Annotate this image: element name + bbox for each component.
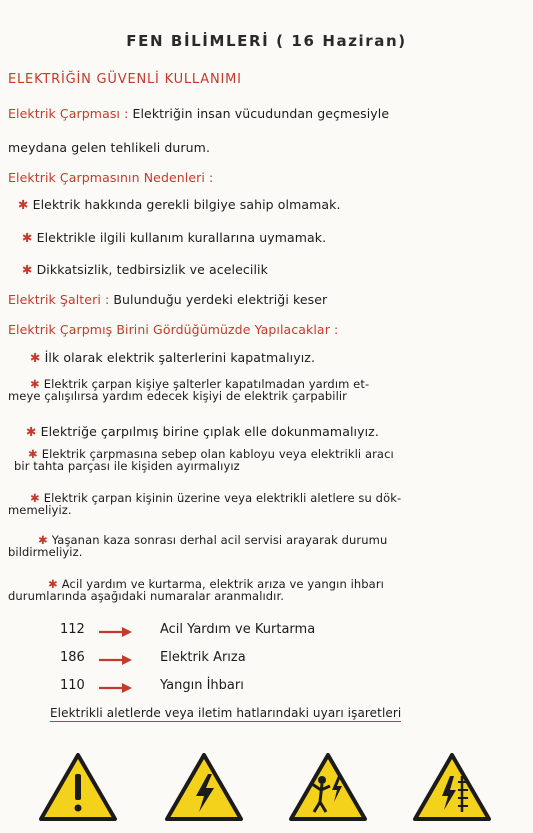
definition-term: Elektrik Çarpması :: [8, 106, 129, 121]
page-title: FEN BİLİMLERİ ( 16 Haziran): [126, 32, 407, 50]
section-heading: ELEKTRİĞİN GÜVENLİ KULLANIMI: [8, 72, 242, 87]
todo-text: Yaşanan kaza sonrası derhal acil servisi arayarak durumu: [51, 533, 388, 547]
emergency-number: 186: [60, 650, 85, 665]
todo-text: Elektrik çarpan kişiye şalterler kapatılmadan yardım et-: [43, 377, 370, 391]
todo-text-continued: meye çalışılırsa yardım edecek kişiyi de elektrik çarpabilir: [8, 389, 348, 403]
definition-text-continued: meydana gelen tehlikeli durum.: [8, 140, 211, 155]
cause-item: [22, 230, 326, 245]
definition-breaker: [8, 292, 327, 307]
todo-item: [8, 492, 401, 516]
star-bullet-icon: ✱: [22, 262, 33, 277]
definition-text: Bulunduğu yerdeki elektriği keser: [113, 292, 328, 307]
cause-text: Elektrikle ilgili kullanım kurallarına uymamak.: [36, 230, 327, 245]
star-bullet-icon: ✱: [48, 577, 58, 591]
causes-title: Elektrik Çarpmasının Nedenleri :: [8, 170, 214, 185]
lightning-warning-icon: [164, 752, 244, 822]
cause-item: [22, 262, 268, 277]
star-bullet-icon: ✱: [30, 491, 40, 505]
emergency-label: Elektrik Arıza: [160, 650, 246, 665]
definition-text: Elektriğin insan vücudundan geçmesiyle: [132, 106, 390, 121]
todo-text-continued: bir tahta parçası ile kişiden ayırmalıyız: [14, 459, 240, 473]
todo-title: Elektrik Çarpmış Birini Gördüğümüzde Yapılacaklar :: [8, 322, 339, 337]
warning-signs-row: [0, 752, 533, 827]
cause-text: Elektrik hakkında gerekli bilgiye sahip olmamak.: [32, 197, 341, 212]
cause-item: [18, 197, 341, 212]
todo-item: [8, 378, 369, 402]
electrocution-warning-icon: [288, 752, 368, 822]
star-bullet-icon: ✱: [26, 424, 37, 439]
todo-text: Elektrik çarpan kişinin üzerine veya elektrikli aletlere su dök-: [43, 491, 402, 505]
todo-text: Acil yardım ve kurtarma, elektrik arıza ve yangın ihbarı: [61, 577, 384, 591]
todo-text-continued: bildirmeliyiz.: [8, 545, 83, 559]
cause-text: Dikkatsizlik, tedbirsizlik ve acelecilik: [36, 262, 268, 277]
definition-term: Elektrik Şalteri :: [8, 292, 110, 307]
todo-text: Elektrik çarpmasına sebep olan kabloyu veya elektrikli aracı: [41, 447, 394, 461]
arrow-right-icon: [98, 627, 132, 637]
todo-item: [14, 448, 394, 472]
definition-electric-shock: [8, 106, 389, 121]
star-bullet-icon: ✱: [38, 533, 48, 547]
todo-item: [30, 350, 315, 365]
todo-text: İlk olarak elektrik şalterlerini kapatmalıyız.: [44, 350, 316, 365]
star-bullet-icon: ✱: [18, 197, 29, 212]
todo-item: [8, 578, 384, 602]
todo-text-continued: memeliyiz.: [8, 503, 72, 517]
todo-item: [26, 424, 379, 439]
todo-item: [8, 534, 387, 558]
todo-text-continued: durumlarında aşağıdaki numaralar aranmalıdır.: [8, 589, 285, 603]
star-bullet-icon: ✱: [30, 377, 40, 391]
high-voltage-warning-icon: [412, 752, 492, 822]
arrow-right-icon: [98, 655, 132, 665]
emergency-number: 112: [60, 622, 85, 637]
emergency-label: Yangın İhbarı: [160, 678, 244, 693]
star-bullet-icon: ✱: [30, 350, 41, 365]
emergency-label: Acil Yardım ve Kurtarma: [160, 622, 316, 637]
emergency-number: 110: [60, 678, 85, 693]
star-bullet-icon: ✱: [22, 230, 33, 245]
todo-text: Elektriğe çarpılmış birine çıplak elle dokunmamalıyız.: [40, 424, 379, 439]
arrow-right-icon: [98, 683, 132, 693]
signs-title: Elektrikli aletlerde veya iletim hatlarındaki uyarı işaretleri: [50, 706, 402, 720]
exclamation-warning-icon: [38, 752, 118, 822]
star-bullet-icon: ✱: [28, 447, 38, 461]
